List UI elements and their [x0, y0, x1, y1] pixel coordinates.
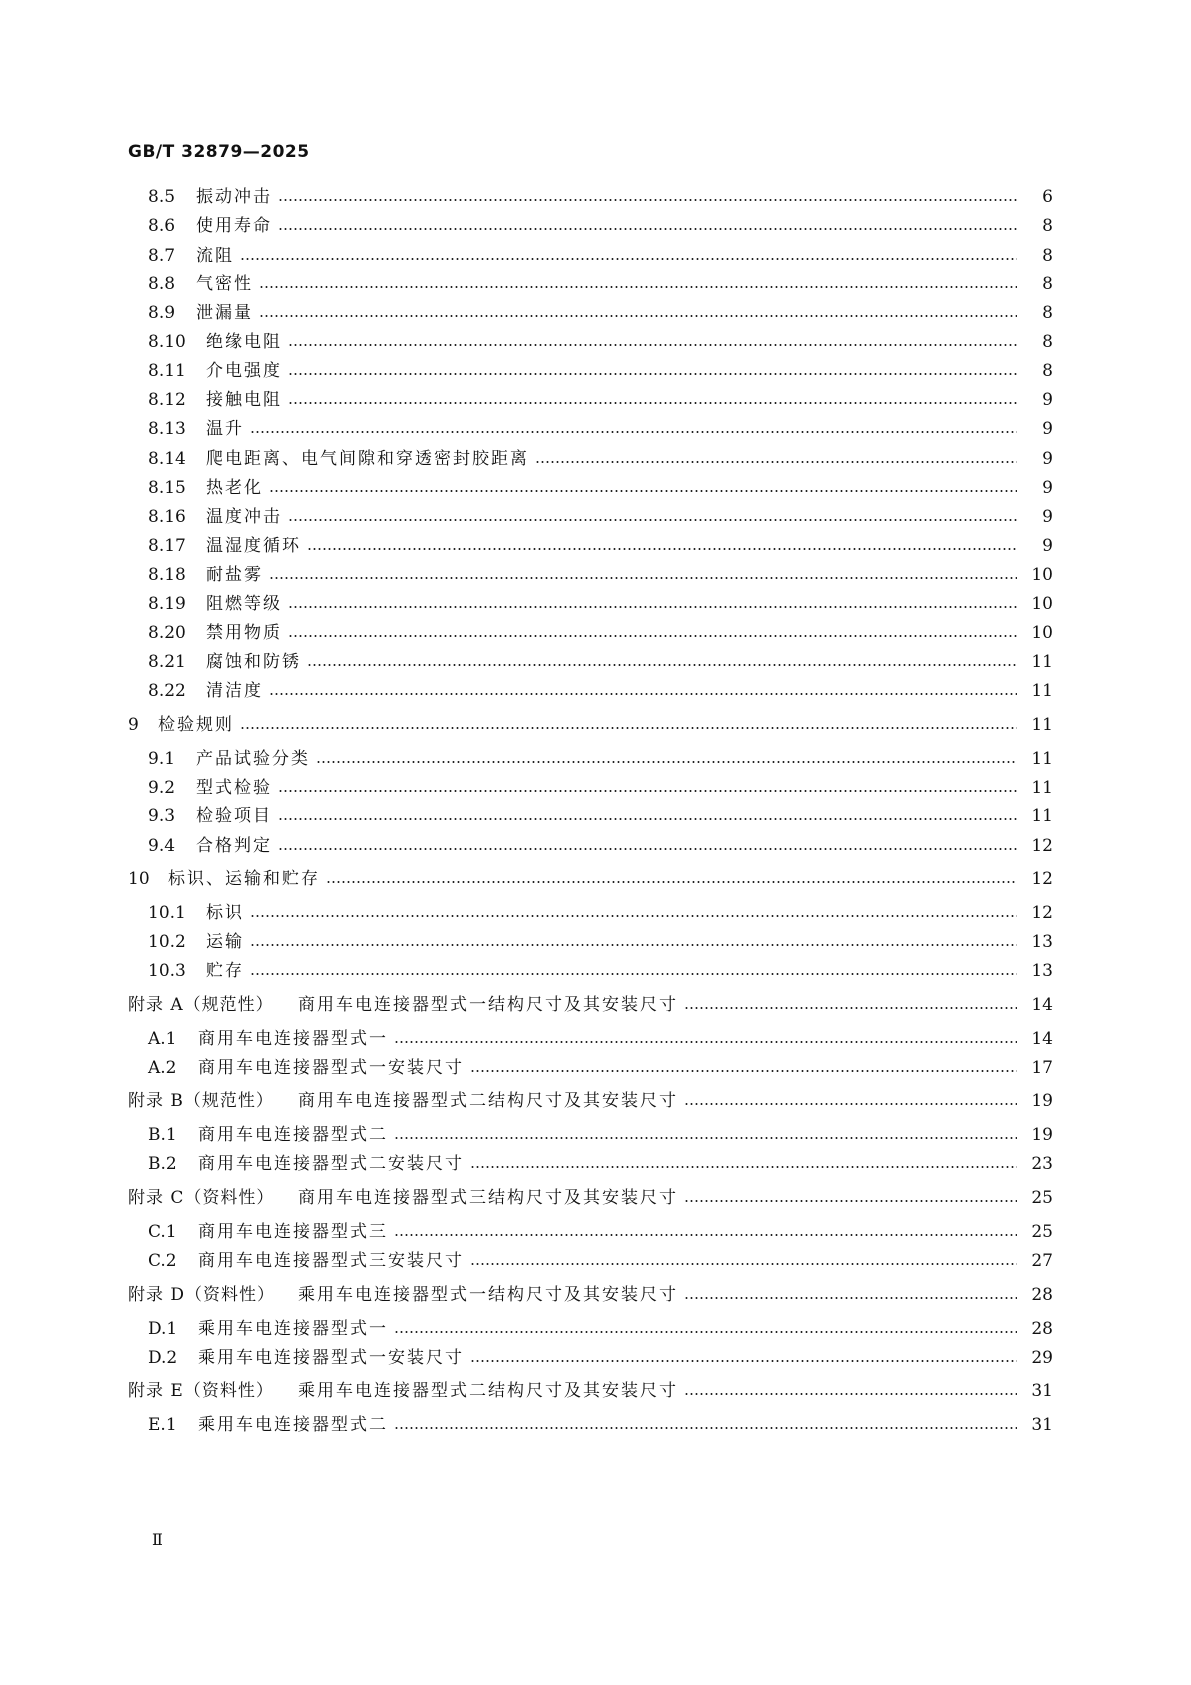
toc-entry-number: 附录 E（资料性）	[128, 1381, 274, 1401]
toc-dot-leader	[278, 228, 1017, 230]
toc-entry[interactable]	[0, 1317, 1191, 1341]
toc-entry[interactable]	[0, 1152, 1191, 1176]
toc-entry-page: 9	[1042, 536, 1053, 556]
toc-entry-title: 运输	[206, 932, 244, 952]
toc-dot-leader	[394, 1427, 1017, 1429]
toc-entry[interactable]	[0, 1283, 1191, 1307]
toc-entry-number: D.1	[148, 1319, 178, 1339]
toc-dot-leader	[269, 577, 1017, 579]
toc-entry-number: 8.7	[148, 246, 176, 266]
toc-entry-number: 8.22	[148, 681, 186, 701]
toc-entry-number: 8.18	[148, 565, 186, 585]
toc-entry-title: 合格判定	[196, 836, 272, 856]
toc-entry-number: 9.1	[148, 749, 176, 769]
toc-entry[interactable]	[0, 388, 1191, 412]
toc-entry-title: 商用车电连接器型式一安装尺寸	[198, 1058, 464, 1078]
toc-dot-leader	[535, 461, 1017, 463]
toc-entry-page: 8	[1042, 303, 1053, 323]
toc-entry[interactable]	[0, 959, 1191, 983]
toc-entry-page: 11	[1031, 806, 1053, 826]
toc-entry-page: 8	[1042, 216, 1053, 236]
toc-entry-number: 8.21	[148, 652, 186, 672]
toc-dot-leader	[250, 915, 1017, 917]
toc-entry[interactable]	[0, 621, 1191, 645]
toc-entry-title: 检验规则	[158, 715, 234, 735]
toc-entry-page: 9	[1042, 507, 1053, 527]
toc-dot-leader	[684, 1393, 1017, 1395]
toc-entry[interactable]	[0, 713, 1191, 737]
toc-entry-number: 附录 D（资料性）	[128, 1285, 276, 1305]
toc-dot-leader	[684, 1297, 1017, 1299]
toc-entry-title: 商用车电连接器型式三	[198, 1222, 388, 1242]
toc-dot-leader	[288, 344, 1017, 346]
toc-entry-title: 型式检验	[196, 778, 272, 798]
toc-entry-number: 10.1	[148, 903, 186, 923]
toc-entry[interactable]	[0, 272, 1191, 296]
toc-entry-title: 商用车电连接器型式二安装尺寸	[198, 1154, 464, 1174]
toc-entry-number: 8.6	[148, 216, 176, 236]
toc-entry-title: 振动冲击	[196, 187, 272, 207]
toc-entry-page: 11	[1031, 652, 1053, 672]
toc-entry-number: 8.16	[148, 507, 186, 527]
toc-entry[interactable]	[0, 679, 1191, 703]
toc-entry-title: 标识、运输和贮存	[168, 869, 320, 889]
toc-entry-page: 23	[1031, 1154, 1053, 1174]
toc-entry-number: 10.2	[148, 932, 186, 952]
toc-entry-title: 乘用车电连接器型式一安装尺寸	[198, 1348, 464, 1368]
toc-entry-title: 乘用车电连接器型式二结构尺寸及其安装尺寸	[298, 1381, 678, 1401]
toc-entry-page: 14	[1031, 995, 1053, 1015]
toc-entry-title: 气密性	[196, 274, 253, 294]
toc-dot-leader	[278, 818, 1017, 820]
toc-entry-page: 12	[1031, 903, 1053, 923]
toc-entry-page: 29	[1031, 1348, 1053, 1368]
toc-entry-title: 乘用车电连接器型式二	[198, 1415, 388, 1435]
toc-dot-leader	[250, 973, 1017, 975]
toc-entry-title: 禁用物质	[206, 623, 282, 643]
toc-dot-leader	[240, 258, 1017, 260]
toc-entry-number: C.2	[148, 1251, 177, 1271]
toc-entry-title: 温升	[206, 419, 244, 439]
toc-dot-leader	[470, 1360, 1017, 1362]
toc-entry-number: 8.9	[148, 303, 176, 323]
toc-dot-leader	[470, 1263, 1017, 1265]
toc-entry[interactable]	[0, 1056, 1191, 1080]
toc-dot-leader	[250, 431, 1017, 433]
toc-entry[interactable]	[0, 776, 1191, 800]
toc-entry-title: 爬电距离、电气间隙和穿透密封胶距离	[206, 449, 529, 469]
toc-entry-number: 附录 B（规范性）	[128, 1091, 274, 1111]
toc-dot-leader	[259, 286, 1017, 288]
toc-entry-page: 27	[1031, 1251, 1053, 1271]
toc-entry[interactable]	[0, 804, 1191, 828]
toc-entry-page: 6	[1042, 187, 1053, 207]
toc-dot-leader	[470, 1070, 1017, 1072]
toc-entry[interactable]	[0, 1186, 1191, 1210]
toc-entry-number: 10.3	[148, 961, 186, 981]
toc-entry-title: 商用车电连接器型式二结构尺寸及其安装尺寸	[298, 1091, 678, 1111]
toc-entry-page: 17	[1031, 1058, 1053, 1078]
toc-entry-page: 11	[1031, 715, 1053, 735]
toc-entry-page: 25	[1031, 1188, 1053, 1208]
toc-entry-title: 检验项目	[196, 806, 272, 826]
toc-dot-leader	[288, 402, 1017, 404]
page-number-footer: Ⅱ	[152, 1530, 163, 1549]
toc-entry-number: 8.14	[148, 449, 186, 469]
toc-entry-page: 25	[1031, 1222, 1053, 1242]
toc-dot-leader	[307, 548, 1017, 550]
toc-entry-page: 31	[1031, 1415, 1053, 1435]
toc-entry[interactable]	[0, 476, 1191, 500]
toc-entry-page: 10	[1031, 623, 1053, 643]
toc-dot-leader	[684, 1200, 1017, 1202]
toc-entry-title: 流阻	[196, 246, 234, 266]
toc-entry-number: 10	[128, 869, 150, 889]
toc-entry-number: 9.2	[148, 778, 176, 798]
toc-entry-title: 清洁度	[206, 681, 263, 701]
toc-dot-leader	[394, 1137, 1017, 1139]
toc-dot-leader	[288, 635, 1017, 637]
toc-entry[interactable]	[0, 330, 1191, 354]
toc-entry[interactable]	[0, 1123, 1191, 1147]
toc-entry-number: 8.19	[148, 594, 186, 614]
toc-entry-page: 14	[1031, 1029, 1053, 1049]
toc-entry-page: 10	[1031, 565, 1053, 585]
toc-entry-number: A.1	[148, 1029, 177, 1049]
toc-dot-leader	[394, 1331, 1017, 1333]
toc-dot-leader	[269, 490, 1017, 492]
toc-dot-leader	[394, 1041, 1017, 1043]
toc-entry-page: 13	[1031, 932, 1053, 952]
toc-entry[interactable]	[0, 534, 1191, 558]
toc-entry-title: 温度冲击	[206, 507, 282, 527]
toc-entry-number: 8.5	[148, 187, 176, 207]
toc-dot-leader	[326, 881, 1017, 883]
toc-entry[interactable]	[0, 1346, 1191, 1370]
toc-entry-page: 9	[1042, 478, 1053, 498]
toc-entry-page: 31	[1031, 1381, 1053, 1401]
toc-entry-title: 标识	[206, 903, 244, 923]
toc-entry-page: 11	[1031, 681, 1053, 701]
toc-dot-leader	[394, 1234, 1017, 1236]
toc-entry-title: 乘用车电连接器型式一	[198, 1319, 388, 1339]
toc-entry-page: 12	[1031, 836, 1053, 856]
toc-entry-number: 9.4	[148, 836, 176, 856]
toc-entry-title: 使用寿命	[196, 216, 272, 236]
toc-entry[interactable]	[0, 747, 1191, 771]
toc-dot-leader	[307, 664, 1017, 666]
toc-entry-number: E.1	[148, 1415, 177, 1435]
toc-entry[interactable]	[0, 1249, 1191, 1273]
toc-dot-leader	[684, 1103, 1017, 1105]
toc-entry-title: 泄漏量	[196, 303, 253, 323]
toc-entry-title: 产品试验分类	[196, 749, 310, 769]
toc-entry-title: 阻燃等级	[206, 594, 282, 614]
toc-entry-title: 贮存	[206, 961, 244, 981]
toc-entry-title: 商用车电连接器型式一	[198, 1029, 388, 1049]
toc-entry-title: 绝缘电阻	[206, 332, 282, 352]
toc-entry-title: 接触电阻	[206, 390, 282, 410]
toc-entry-number: 8.15	[148, 478, 186, 498]
toc-entry-number: 8.13	[148, 419, 186, 439]
toc-entry-number: 8.8	[148, 274, 176, 294]
toc-dot-leader	[288, 606, 1017, 608]
toc-dot-leader	[240, 727, 1017, 729]
toc-entry-page: 12	[1031, 869, 1053, 889]
toc-entry[interactable]	[0, 1379, 1191, 1403]
toc-entry-title: 商用车电连接器型式三结构尺寸及其安装尺寸	[298, 1188, 678, 1208]
toc-entry-title: 腐蚀和防锈	[206, 652, 301, 672]
toc-dot-leader	[288, 519, 1017, 521]
toc-entry-number: 附录 A（规范性）	[128, 995, 274, 1015]
toc-entry[interactable]	[0, 1027, 1191, 1051]
toc-entry-number: B.1	[148, 1125, 177, 1145]
toc-entry-title: 热老化	[206, 478, 263, 498]
toc-entry[interactable]	[0, 834, 1191, 858]
toc-entry[interactable]	[0, 505, 1191, 529]
toc-entry-page: 9	[1042, 419, 1053, 439]
toc-entry-number: 8.20	[148, 623, 186, 643]
toc-entry-page: 9	[1042, 449, 1053, 469]
toc-dot-leader	[278, 790, 1017, 792]
toc-entry-page: 13	[1031, 961, 1053, 981]
toc-entry-title: 温湿度循环	[206, 536, 301, 556]
toc-entry-number: 8.11	[148, 361, 186, 381]
toc-entry-page: 8	[1042, 361, 1053, 381]
toc-entry[interactable]	[0, 1413, 1191, 1437]
toc-entry-title: 商用车电连接器型式二	[198, 1125, 388, 1145]
toc-entry-number: 8.17	[148, 536, 186, 556]
toc-dot-leader	[316, 761, 1017, 763]
standard-number-header: GB/T 32879—2025	[128, 142, 310, 162]
toc-entry[interactable]	[0, 1089, 1191, 1113]
toc-entry-number: 9.3	[148, 806, 176, 826]
toc-dot-leader	[250, 944, 1017, 946]
toc-entry-page: 9	[1042, 390, 1053, 410]
toc-entry-number: C.1	[148, 1222, 177, 1242]
toc-entry-title: 商用车电连接器型式三安装尺寸	[198, 1251, 464, 1271]
toc-entry-title: 耐盐雾	[206, 565, 263, 585]
toc-entry-page: 8	[1042, 246, 1053, 266]
toc-entry[interactable]	[0, 301, 1191, 325]
toc-entry-page: 11	[1031, 749, 1053, 769]
toc-entry-page: 10	[1031, 594, 1053, 614]
toc-entry-page: 8	[1042, 332, 1053, 352]
toc-dot-leader	[278, 848, 1017, 850]
toc-entry[interactable]	[0, 214, 1191, 238]
toc-entry-page: 11	[1031, 778, 1053, 798]
toc-entry-number: D.2	[148, 1348, 178, 1368]
toc-entry-page: 19	[1031, 1125, 1053, 1145]
toc-entry-number: 附录 C（资料性）	[128, 1188, 275, 1208]
toc-entry-title: 介电强度	[206, 361, 282, 381]
toc-dot-leader	[288, 373, 1017, 375]
toc-entry[interactable]	[0, 930, 1191, 954]
toc-entry[interactable]	[0, 592, 1191, 616]
toc-entry[interactable]	[0, 650, 1191, 674]
toc-entry[interactable]	[0, 993, 1191, 1017]
toc-dot-leader	[259, 315, 1017, 317]
toc-entry[interactable]	[0, 447, 1191, 471]
toc-dot-leader	[470, 1166, 1017, 1168]
toc-entry-page: 19	[1031, 1091, 1053, 1111]
toc-entry-number: B.2	[148, 1154, 177, 1174]
toc-entry[interactable]	[0, 867, 1191, 891]
toc-entry-title: 商用车电连接器型式一结构尺寸及其安装尺寸	[298, 995, 678, 1015]
toc-entry[interactable]	[0, 417, 1191, 441]
toc-entry[interactable]	[0, 359, 1191, 383]
toc-entry-number: 8.10	[148, 332, 186, 352]
toc-entry-page: 28	[1031, 1285, 1053, 1305]
toc-entry-page: 8	[1042, 274, 1053, 294]
toc-dot-leader	[278, 199, 1017, 201]
toc-entry[interactable]	[0, 185, 1191, 209]
toc-entry[interactable]	[0, 901, 1191, 925]
toc-entry-number: A.2	[148, 1058, 177, 1078]
toc-entry-number: 8.12	[148, 390, 186, 410]
toc-entry[interactable]	[0, 1220, 1191, 1244]
toc-entry[interactable]	[0, 563, 1191, 587]
toc-dot-leader	[269, 693, 1017, 695]
toc-entry-page: 28	[1031, 1319, 1053, 1339]
toc-entry[interactable]	[0, 244, 1191, 268]
toc-entry-title: 乘用车电连接器型式一结构尺寸及其安装尺寸	[298, 1285, 678, 1305]
toc-dot-leader	[684, 1007, 1017, 1009]
toc-entry-number: 9	[128, 715, 139, 735]
